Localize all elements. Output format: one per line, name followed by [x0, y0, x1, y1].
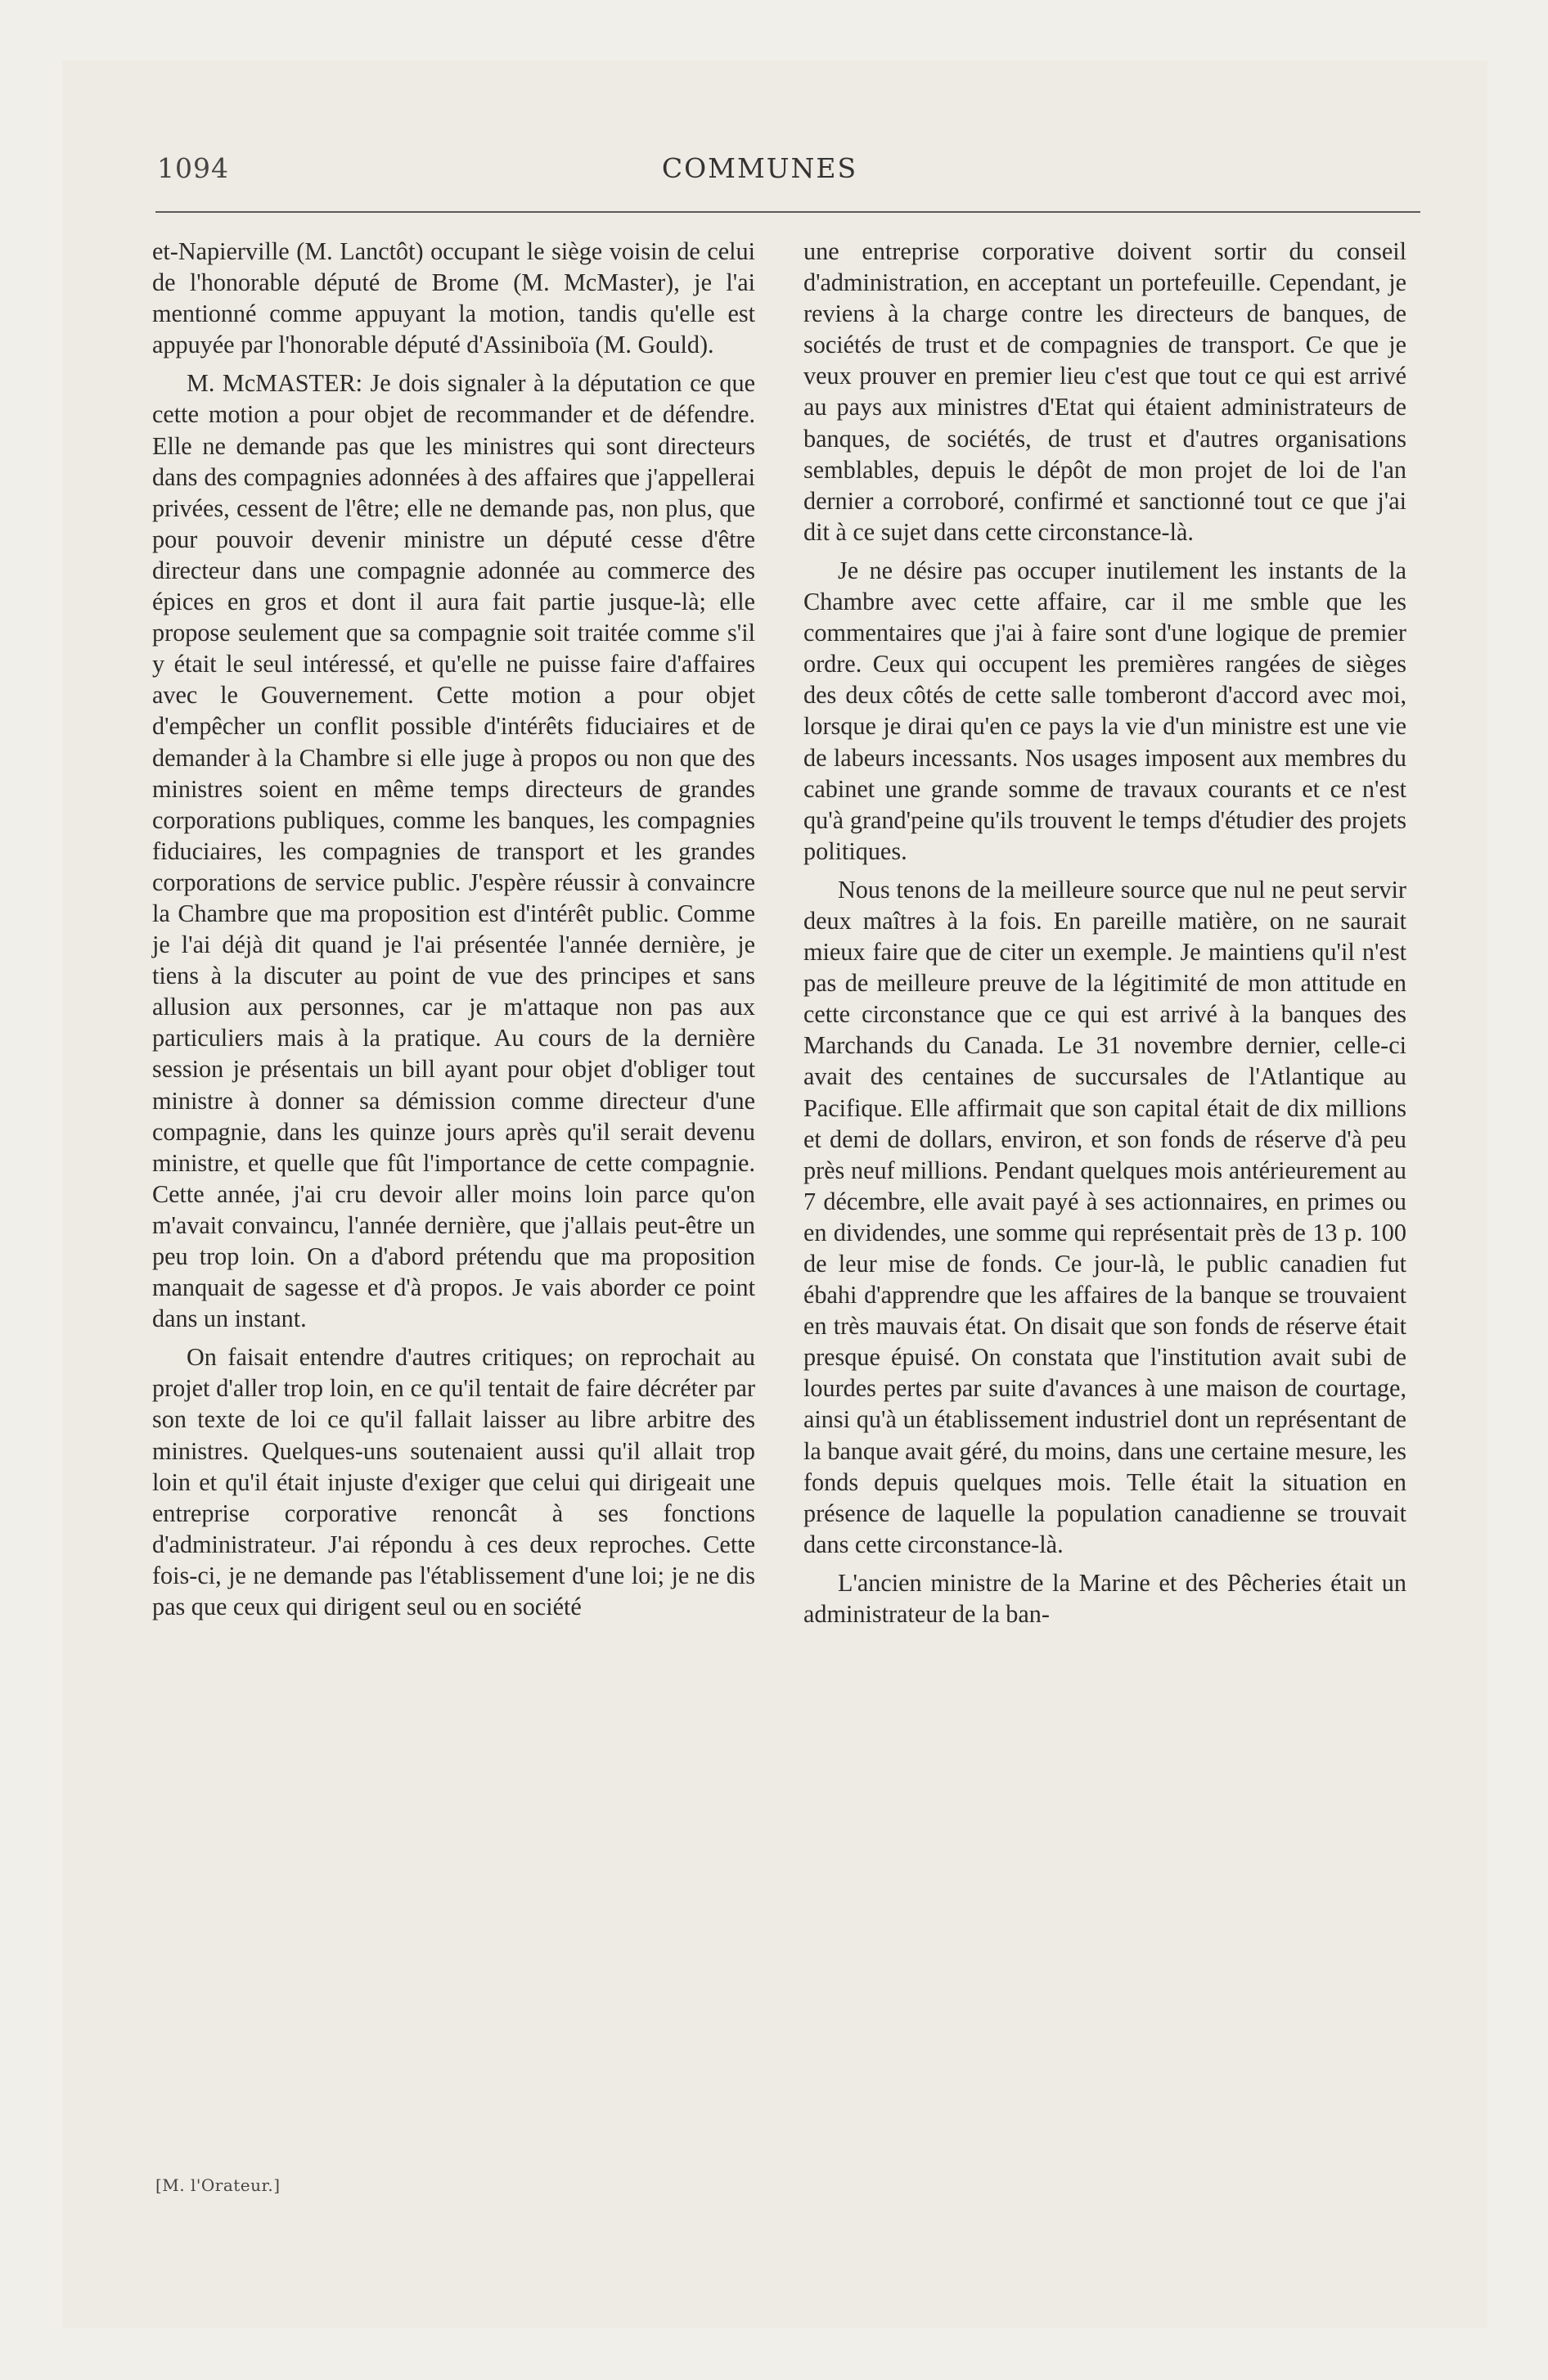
header-rule — [155, 211, 1420, 213]
paragraph: M. McMASTER: Je dois signaler à la députation ce que cette motion a pour objet de recommander et de défendre. Elle ne demande pas que les ministres qui sont directeurs dans des compagnies adonnées à des affaires que j'appellerai privées, cessent de l'être; elle ne demande pas, non plus, que pour pouvoir devenir ministre un député cesse d'être directeur dans une compagnie adonnée au commerce des épices en gros et dont il aura fait partie jusque-là; elle propose seulement que sa compagnie soit traitée comme s'il y était le seul intéressé, et qu'elle ne puisse faire d'affaires avec le Gouvernement. Cette motion a pour objet d'empêcher un conflit possible d'intérêts fiduciaires et de demander à la Chambre si elle juge à propos ou non que des ministres soient en même temps directeurs de grandes corporations publiques, comme les banques, les compagnies fiduciaires, les compagnies de transport et les grandes corporations de service public. J'espère réussir à convaincre la Chambre que ma proposition est d'intérêt public. Comme je l'ai déjà dit quand je l'ai présentée l'année dernière, je tiens à la discuter au point de vue des principes et sans allusion aux personnes, car je m'attaque non pas aux particuliers mais à la pratique. Au cours de la dernière session je présentais un bill ayant pour objet d'obliger tout ministre à donner sa démission comme directeur d'une compagnie, dans les quinze jours après qu'il serait devenu ministre, et quelle que fût l'importance de cette compagnie. Cette année, j'ai cru devoir aller moins loin parce qu'on m'avait convaincu, l'année dernière, que j'allais peut-être un peu trop loin. On a d'abord prétendu que ma proposition manquait de sagesse et d'à propos. Je vais aborder ce point dans un instant. — [152, 369, 755, 1333]
page-number: 1094 — [157, 152, 229, 184]
paragraph: et-Napierville (M. Lanctôt) occupant le siège voisin de celui de l'honorable député de Brome (M. McMaster), je l'ai mentionné comme appuyant la motion, tandis qu'elle est appuyée par l'honorable député d'Assiniboïa (M. Gould). — [152, 237, 755, 359]
paragraph: L'ancien ministre de la Marine et des Pêcheries était un administrateur de la ban- — [803, 1568, 1406, 1629]
right-column — [803, 236, 1406, 1629]
speaker-note: [M. l'Orateur.] — [155, 2175, 281, 2195]
left-column — [152, 236, 755, 1622]
running-head: COMMUNES — [661, 152, 858, 184]
paragraph: Je ne désire pas occuper inutilement les instants de la Chambre avec cette affaire, car il me smble que les commentaires que j'ai à faire sont d'une logique de premier ordre. Ceux qui occupent les premières rangées de sièges des deux côtés de cette salle tomberont d'accord avec moi, lorsque je dirai qu'en ce pays la vie d'un ministre est une vie de labeurs incessants. Nos usages imposent aux membres du cabinet une grande somme de travaux courants et ce n'est qu'à grand'peine qu'ils trouvent le temps d'étudier des projets politiques. — [803, 556, 1406, 865]
paragraph: On faisait entendre d'autres critiques; on reprochait au projet d'aller trop loin, en ce qu'il tentait de faire décréter par son texte de loi ce qu'il fallait laisser au libre arbitre des ministres. Quelques-uns soutenaient aussi qu'il allait trop loin et qu'il était injuste d'exiger que celui qui dirigeait une entreprise corporative renoncât à ses fonctions d'administrateur. J'ai répondu à ces deux reproches. Cette fois-ci, je ne demande pas l'établissement d'une loi; je ne dis pas que ceux qui dirigent seul ou en société — [152, 1343, 755, 1621]
paragraph: une entreprise corporative doivent sortir du conseil d'administration, en acceptant un portefeuille. Cependant, je reviens à la charge contre les directeurs de banques, de sociétés de trust et de compagnies de transport. Ce que je veux prouver en premier lieu c'est que tout ce qui est arrivé au pays aux ministres d'Etat qui étaient administrateurs de banques, de sociétés, de trust et d'autres organisations semblables, depuis le dépôt de mon projet de loi de l'an dernier a corroboré, confirmé et sanctionné tout ce que j'ai dit à ce sujet dans cette circonstance-là. — [803, 237, 1406, 546]
paragraph: Nous tenons de la meilleure source que nul ne peut servir deux maîtres à la fois. En pareille matière, on ne saurait mieux faire que de citer un exemple. Je maintiens qu'il n'est pas de meilleure preuve de la légitimité de mon attitude en cette circonstance que ce qui est arrivé à la banques des Marchands du Canada. Le 31 novembre dernier, celle-ci avait des centaines de succursales de l'Atlantique au Pacifique. Elle affirmait que son capital était de dix millions et demi de dollars, environ, et son fonds de réserve d'à peu près neuf millions. Pendant quelques mois antérieurement au 7 décembre, elle avait payé à ses actionnaires, en primes ou en dividendes, une somme qui représentait près de 13 p. 100 de leur mise de fonds. Ce jour-là, le public canadien fut ébahi d'apprendre que les affaires de la banque se trouvaient en très mauvais état. On disait que son fonds de réserve était presque épuisé. On constata que l'institution avait subi de lourdes pertes par suite d'avances à une maison de courtage, ainsi qu'à un établissement industriel dont un représentant de la banque avait géré, du moins, dans une certaine mesure, les fonds depuis quelques mois. Telle était la situation en présence de laquelle la population canadienne se trouvait dans cette circonstance-là. — [803, 875, 1406, 1558]
page-header — [95, 152, 1424, 193]
